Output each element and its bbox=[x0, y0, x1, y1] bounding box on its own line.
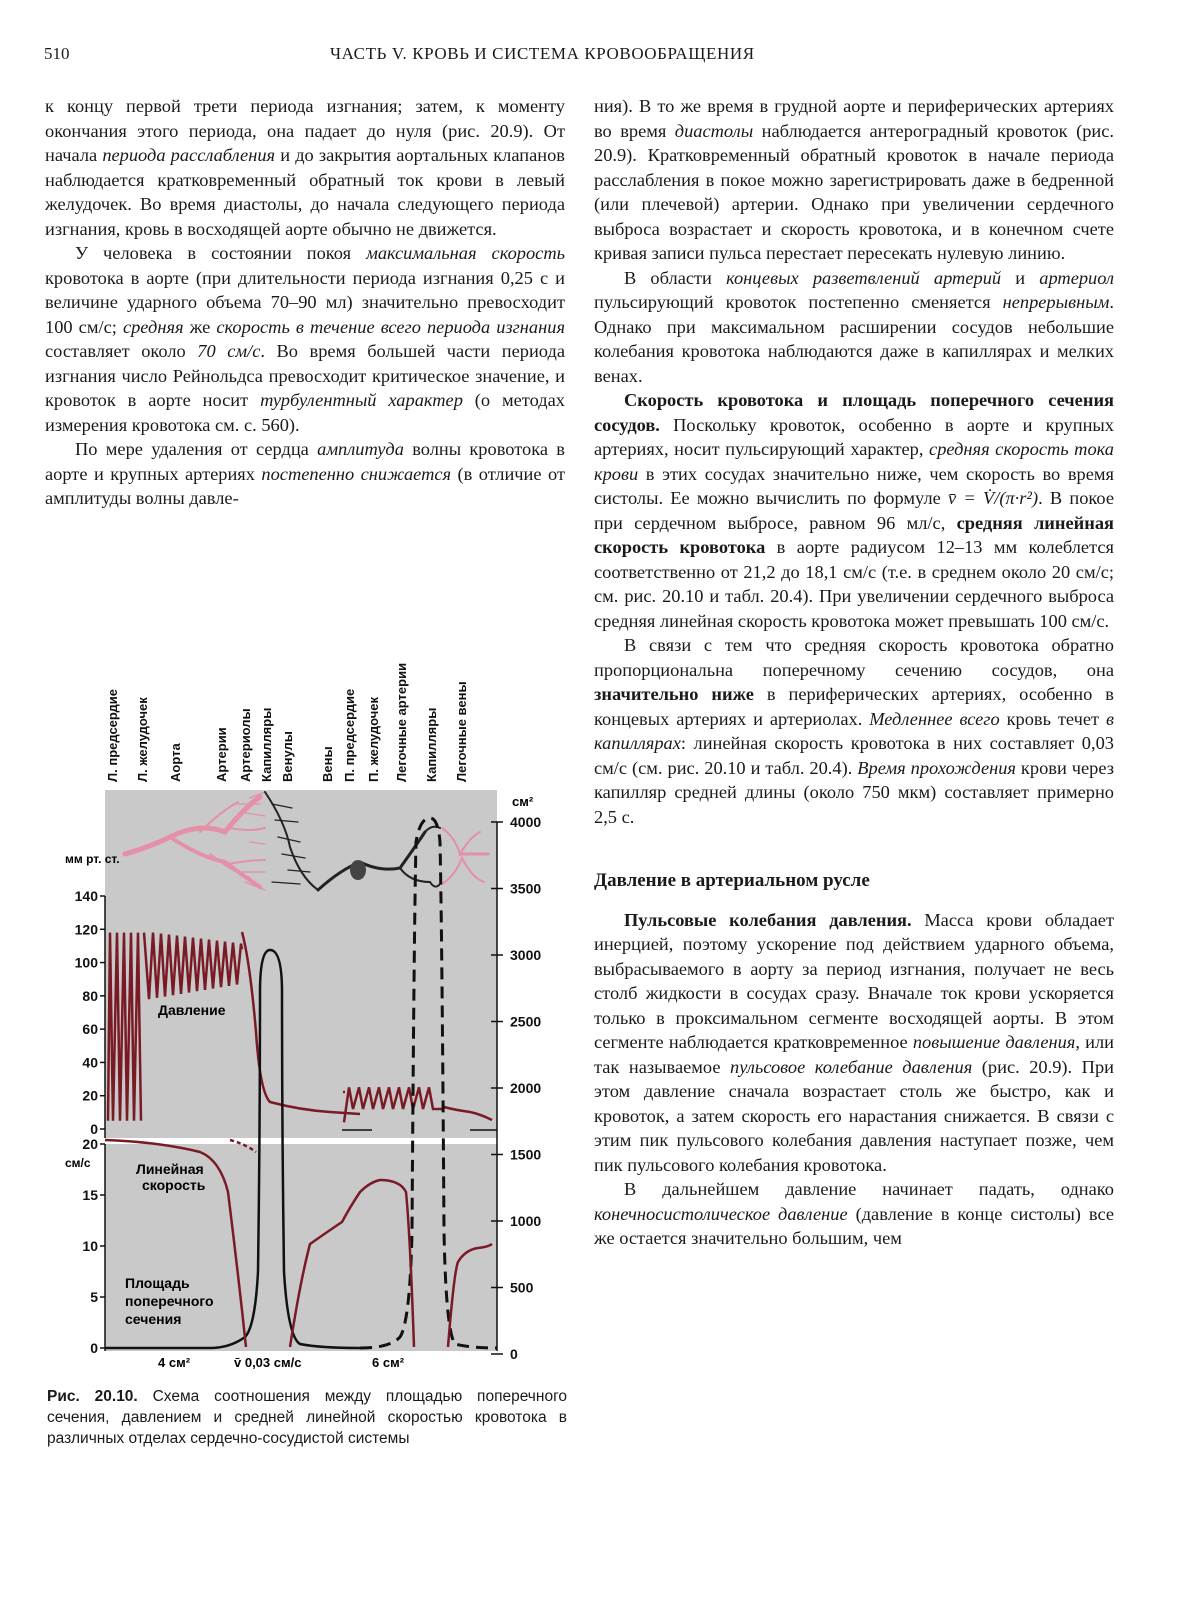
running-head: ЧАСТЬ V. КРОВЬ И СИСТЕМА КРОВООБРАЩЕНИЯ bbox=[330, 44, 755, 63]
paragraph: У человека в состоянии покоя максимальная скорость кровотока в аорте (при длительности периода изгнания 0,25 с и величине ударного объема 70–90 мл) значительно превосходит 100 см/с; средняя же скорость в течение всего периода изгнания составляет около 70 см/с. Во время большей части периода изгнания число Рейнольдса превосходит критическое значение, и кровоток в аорте носит турбулентный характер (о методах измерения кровотока см. с. 560). bbox=[45, 243, 565, 435]
area-tick-label: 1500 bbox=[510, 1146, 542, 1163]
velocity-tick-label: 20 bbox=[82, 1136, 98, 1152]
formula: v̄ = V̇/(π·r²) bbox=[948, 488, 1039, 508]
segment-label: Аорта bbox=[168, 743, 183, 782]
velocity-tick-label: 10 bbox=[82, 1238, 98, 1254]
paragraph: В дальнейшем давление начинает падать, однако конечносистолическое давление (давление в конце систолы) все же остается значительно большим, чем bbox=[594, 1179, 1114, 1248]
pressure-tick-label: 0 bbox=[90, 1121, 98, 1137]
velocity-unit-label: см/с bbox=[65, 1156, 91, 1170]
velocity-tick-label: 5 bbox=[90, 1289, 98, 1305]
area-label-line3: сечения bbox=[125, 1311, 182, 1327]
area-tick-label: 0 bbox=[510, 1346, 518, 1362]
paragraph: Скорость кровотока и площадь поперечного сечения сосудов. Поскольку кровоток, особенно в аорте и крупных артериях, носит пульсирующий характер, средняя скорость тока крови в этих сосудах значительно ниже, чем скорость во время систолы. Ее можно вычислить по формуле v̄ = V̇/(π·r²). В покое при сердечном выбросе, равном 96 мл/с, средняя линейная скорость кровотока в аорте радиусом 12–13 мм колеблется соответственно от 21,2 до 18,1 см/с (т.е. в среднем около 20 см/с; см. рис. 20.10 и табл. 20.4). При увеличении сердечного выброса средняя линейная скорость кровотока может превышать 100 см/с. bbox=[594, 390, 1115, 631]
segment-label: П. предсердие bbox=[342, 688, 357, 782]
velocity-tick-label: 15 bbox=[82, 1187, 98, 1203]
segment-label: Вены bbox=[320, 746, 335, 782]
velocity-label-line2: скорость bbox=[142, 1177, 206, 1193]
pressure-tick-label: 120 bbox=[74, 921, 98, 938]
segment-label: Капилляры bbox=[424, 707, 439, 782]
pressure-unit-label: мм рт. ст. bbox=[65, 852, 120, 866]
segment-label: Легочные артерии bbox=[394, 662, 409, 782]
paragraph: Пульсовые колебания давления. Масса крови обладает инерцией, поэтому ускорение под действием ударного объема, выбрасываемого в аорту за период изгнания, получает не весь столб жидкости в сосудах сразу. Вначале ток крови ускоряется только в проксимальном сегменте восходящей аорты. В этом сегменте наблюдается кратковременное повышение давления, или так называемое пульсовое колебание давления (рис. 20.9). При этом давление сначала возрастает столь же быстро, как и кровоток, а затем скорость его нарастания снижается. В связи с этим пик пульсового колебания давления наступает позже, чем пик пульсового колебания кровотока. bbox=[594, 909, 1114, 1175]
segment-label: Артерии bbox=[214, 727, 229, 782]
velocity-tick-label: 0 bbox=[90, 1340, 98, 1356]
segment-label: П. желудочек bbox=[366, 697, 381, 782]
pressure-label: Давление bbox=[158, 1002, 226, 1018]
area-tick-label: 2000 bbox=[510, 1080, 542, 1096]
right-column bbox=[594, 94, 1114, 1251]
area-unit-label: см² bbox=[512, 794, 534, 809]
segment-label: Капилляры bbox=[259, 707, 274, 782]
area-label-line1: Площадь bbox=[125, 1275, 190, 1291]
paragraph: В области концевых разветвлений артерий и артериол пульсирующий кровоток постепенно сменяется непрерывным. Однако при максимальном расширении сосудов небольшие колебания кровотока наблюдаются даже в капиллярах и мелких венах. bbox=[594, 267, 1115, 386]
area-tick-label: 2500 bbox=[510, 1013, 542, 1030]
segment-label: Л. предсердие bbox=[105, 689, 120, 782]
paragraph: ния). В то же время в грудной аорте и периферических артериях во время диастолы наблюдается антероградный кровоток (рис. 20.9). Кратковременный обратный кровоток в начале периода расслабления в покое можно зарегистрировать даже в бедренной (или плечевой) артерии. Однако при увеличении сердечного выброса возрастает и скорость кровотока, и в конечном счете кривая записи пульса перестает пересекать нулевую линию. bbox=[594, 96, 1114, 263]
annotation-capillary-velocity: v̄ 0,03 см/с bbox=[234, 1355, 302, 1370]
annotation-aorta-area: 4 см² bbox=[158, 1355, 191, 1370]
area-tick-label: 1000 bbox=[510, 1213, 542, 1229]
area-label-line2: поперечного bbox=[125, 1293, 214, 1309]
pressure-tick-label: 100 bbox=[74, 954, 98, 971]
annotation-venous-area: 6 см² bbox=[372, 1355, 405, 1370]
segment-label: Венулы bbox=[280, 731, 295, 782]
left-column bbox=[45, 94, 565, 511]
figure-diagram bbox=[60, 632, 542, 1370]
area-tick-label: 3500 bbox=[510, 880, 542, 897]
area-tick-label: 3000 bbox=[510, 947, 542, 963]
paragraph: По мере удаления от сердца амплитуда волны кровотока в аорте и крупных артериях постепенно снижается (в отличие от амплитуды волны давле- bbox=[45, 439, 565, 508]
paragraph: В связи с тем что средняя скорость кровотока обратно пропорциональна поперечному сечению сосудов, она значительно ниже в периферических артериях, особенно в концевых артериях и артериолах. Медленнее всего кровь течет в капиллярах: линейная скорость кровотока в них составляет 0,03 см/с (см. рис. 20.10 и табл. 20.4). Время прохождения крови через капилляр средней длины (около 750 мкм) составляет примерно 2,5 с. bbox=[594, 635, 1114, 827]
segment-label: Артериолы bbox=[238, 708, 253, 782]
area-tick-label: 500 bbox=[510, 1279, 534, 1296]
pressure-tick-label: 80 bbox=[82, 987, 98, 1004]
figure-caption: Рис. 20.10. Схема соотношения между площадью поперечного сечения, давлением и средней линейной скоростью кровотока в различных отделах сердечно-сосудистой системы bbox=[47, 1388, 567, 1447]
pressure-tick-label: 20 bbox=[82, 1087, 98, 1104]
velocity-label-line1: Линейная bbox=[136, 1161, 204, 1177]
segment-label: Л. желудочек bbox=[135, 697, 150, 782]
page-number: 510 bbox=[44, 44, 70, 63]
section-heading: Давление в артериальном русле bbox=[594, 870, 870, 891]
figure-20-10 bbox=[60, 632, 542, 1370]
segment-label: Легочные вены bbox=[454, 681, 469, 782]
pressure-tick-label: 40 bbox=[82, 1054, 98, 1071]
pressure-tick-label: 60 bbox=[82, 1021, 98, 1038]
paragraph: к концу первой трети периода изгнания; затем, к моменту окончания этого периода, она падает до нуля (рис. 20.9). От начала периода расслабления и до закрытия аортальных клапанов наблюдается кратковременный обратный ток крови в левый желудочек. Во время диастолы, до начала следующего периода изгнания, кровь в восходящей аорте обычно не движется. bbox=[45, 96, 565, 239]
pressure-tick-label: 140 bbox=[74, 888, 98, 904]
area-tick-label: 4000 bbox=[510, 814, 542, 830]
